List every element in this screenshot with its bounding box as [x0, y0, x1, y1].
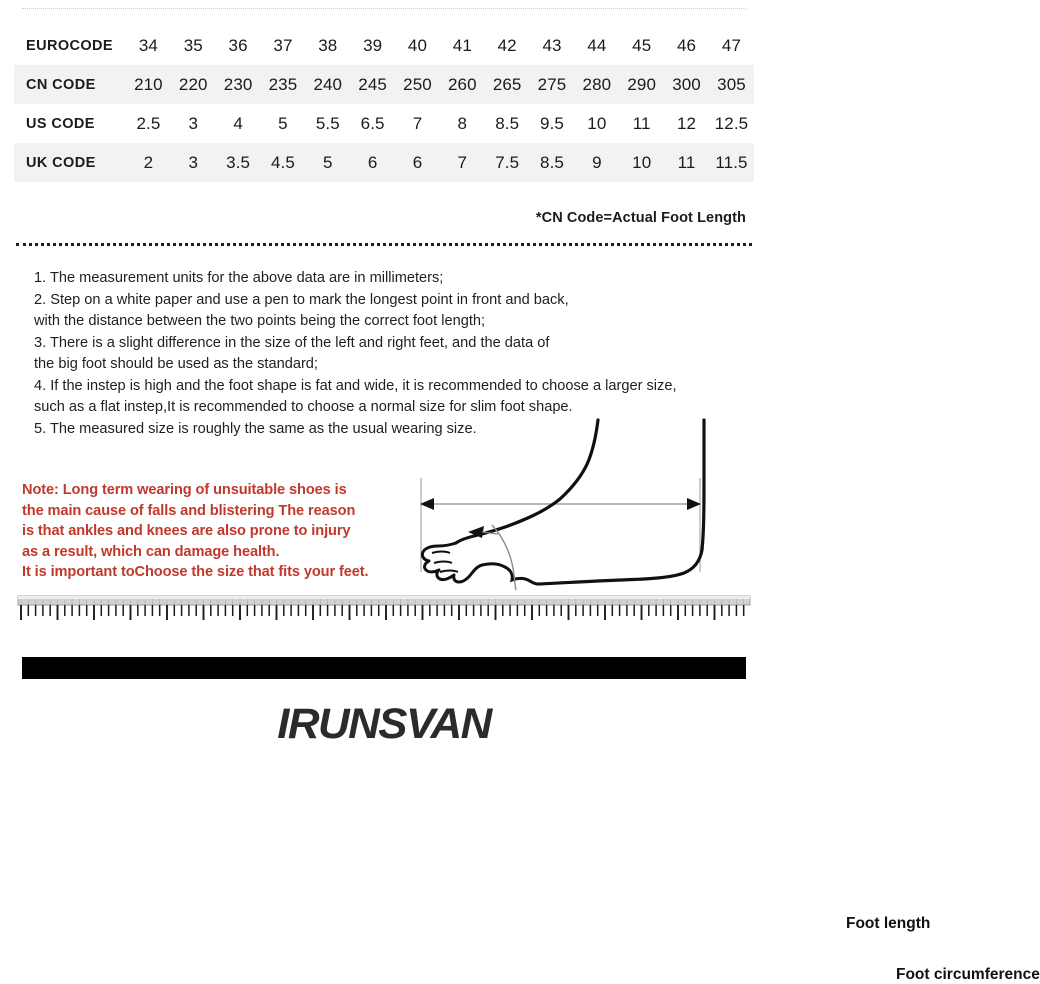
table-cell: 10: [587, 113, 607, 133]
table-cell: 3: [188, 152, 199, 172]
instruction-line: such as a flat instep,It is recommended to choose a normal size for slim foot shape.: [34, 399, 573, 415]
table-cell: 37: [273, 35, 293, 55]
table-cell: 240: [313, 74, 343, 94]
table-cell: 11: [677, 152, 696, 172]
table-cell: 5.5: [315, 113, 340, 133]
table-cell: 42: [497, 35, 517, 55]
table-cell: 10: [632, 152, 652, 172]
table-cell: 2.5: [136, 113, 161, 133]
warning-note-line: as a result, which can damage health.: [22, 543, 280, 560]
row-label: CN CODE: [26, 76, 96, 93]
instruction-line: 4. If the instep is high and the foot shape is fat and wide, it is recommended to choose a larger size,: [34, 377, 677, 394]
row-label: UK CODE: [26, 154, 96, 171]
table-cell: 40: [407, 35, 428, 55]
instruction-line: 3. There is a slight difference in the size of the left and right feet, and the data of: [34, 334, 550, 351]
table-cell: 12.5: [714, 113, 749, 133]
table-row: [14, 65, 754, 104]
table-cell: 6.5: [360, 113, 385, 133]
table-cell: 305: [717, 74, 746, 94]
table-cell: 260: [447, 74, 477, 94]
table-cell: 280: [582, 74, 612, 94]
table-cell: 3: [188, 113, 199, 133]
foot-circumference-label: Foot circumference: [896, 966, 1040, 983]
table-cell: 210: [134, 74, 163, 94]
table-cell: 45: [632, 35, 652, 55]
table-cell: 290: [627, 74, 657, 94]
instruction-line: 5. The measured size is roughly the same as the usual wearing size.: [34, 420, 477, 437]
row-label: EUROCODE: [26, 37, 113, 54]
size-conversion-table: [14, 26, 754, 182]
table-cell: 300: [672, 74, 701, 94]
row-label: US CODE: [26, 115, 95, 132]
table-cell: 8.5: [540, 152, 564, 172]
instruction-line: with the distance between the two points being the correct foot length;: [34, 313, 486, 329]
table-cell: 4: [233, 113, 243, 133]
table-cell: 34: [138, 35, 158, 55]
table-cell: 230: [223, 74, 253, 94]
cn-code-note: *CN Code=Actual Foot Length: [535, 210, 746, 226]
table-cell: 275: [537, 74, 567, 94]
table-cell: 11: [632, 113, 651, 133]
table-cell: 12: [676, 113, 697, 133]
table-cell: 38: [318, 35, 338, 55]
table-cell: 235: [268, 74, 298, 94]
table-cell: 8: [457, 113, 468, 133]
table-cell: 47: [721, 35, 742, 55]
table-cell: 39: [363, 35, 383, 55]
warning-note-line: is that ankles and knees are also prone to injury: [22, 523, 351, 540]
table-cell: 8.5: [495, 113, 520, 133]
table-cell: 9.5: [540, 113, 564, 133]
foot-length-label: Foot length: [846, 915, 931, 932]
table-cell: 5: [323, 152, 333, 172]
table-cell: 6: [412, 152, 423, 172]
black-divider-bar: [22, 657, 746, 679]
instruction-line: 2. Step on a white paper and use a pen to mark the longest point in front and back,: [34, 291, 569, 308]
warning-note-line: It is important toChoose the size that fits your feet.: [22, 564, 369, 581]
table-cell: 7: [412, 113, 423, 133]
section-divider: [16, 243, 752, 246]
table-cell: 5: [278, 113, 288, 133]
table-cell: 250: [403, 74, 432, 94]
table-cell: 43: [542, 35, 562, 55]
warning-note-line: the main cause of falls and blistering The reason: [22, 502, 356, 519]
warning-note: [22, 480, 422, 583]
table-cell: 41: [452, 35, 472, 55]
table-cell: 3.5: [226, 152, 251, 172]
table-cell: 220: [178, 74, 208, 94]
table-row: [14, 104, 754, 143]
instruction-line: 1. The measurement units for the above data are in millimeters;: [34, 270, 444, 286]
table-cell: 4.5: [270, 152, 295, 172]
table-cell: 7.5: [495, 152, 520, 172]
table-row: [14, 143, 754, 182]
table-cell: 46: [676, 35, 697, 55]
table-row: [14, 26, 754, 65]
foot-measurement-diagram: [412, 420, 1040, 983]
table-cell: 35: [183, 35, 203, 55]
table-cell: 7: [457, 152, 468, 172]
table-cell: 44: [587, 35, 607, 55]
table-cell: 36: [228, 35, 248, 55]
table-cell: 11.5: [715, 152, 748, 172]
table-cell: 6: [367, 152, 378, 172]
instructions-list: [34, 268, 750, 440]
table-cell: 245: [358, 74, 387, 94]
table-cell: 2: [143, 152, 154, 172]
ruler-graphic: [18, 596, 750, 624]
warning-note-line: Note: Long term wearing of unsuitable shoes is: [22, 482, 347, 498]
brand-logo: IRUNSVAN: [277, 700, 491, 748]
table-cell: 9: [592, 152, 602, 172]
instruction-line: the big foot should be used as the standard;: [34, 356, 318, 372]
top-dotted-rule: [22, 8, 746, 9]
table-cell: 265: [492, 74, 522, 94]
